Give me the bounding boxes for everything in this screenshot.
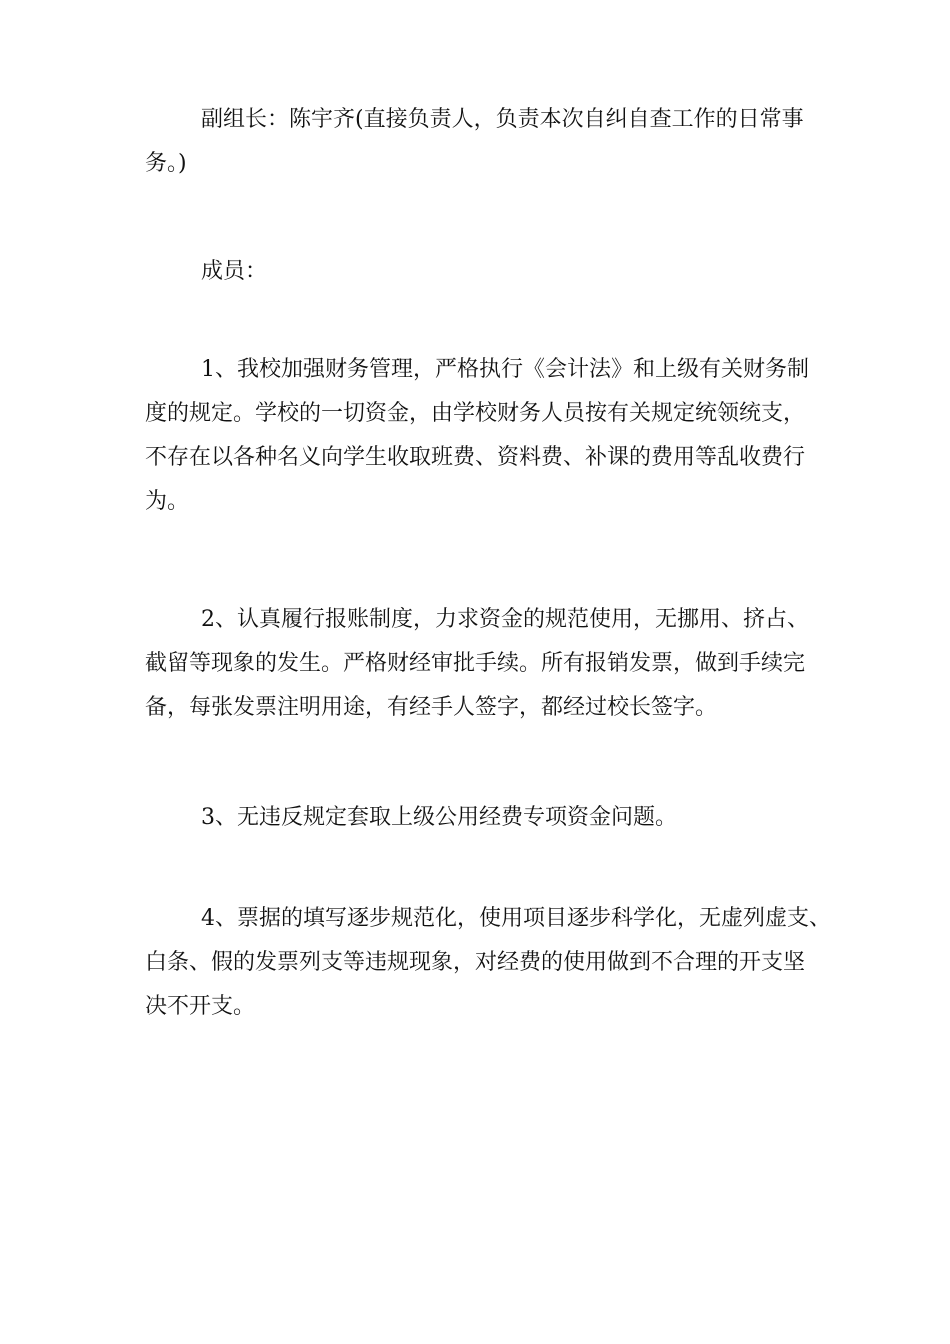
text-line: 度的规定。学校的一切资金，由学校财务人员按有关规定统领统支， <box>145 401 806 426</box>
text-line: 成员： <box>201 259 268 284</box>
paragraph-item-2 <box>145 598 825 730</box>
text-line: 1、我校加强财务管理，严格执行《会计法》和上级有关财务制 <box>201 357 809 382</box>
text-line: 决不开支。 <box>145 994 256 1019</box>
text-line: 白条、假的发票列支等违规现象，对经费的使用做到不合理的开支坚 <box>145 950 806 975</box>
text-line: 为。 <box>145 489 190 514</box>
text-line: 3、无违反规定套取上级公用经费专项资金问题。 <box>201 805 677 830</box>
text-line: 务。) <box>145 151 187 176</box>
text-line: 不存在以各种名义向学生收取班费、资料费、补课的费用等乱收费行 <box>145 445 806 470</box>
text-line: 副组长：陈宇齐(直接负责人，负责本次自纠自查工作的日常事 <box>201 107 804 132</box>
text-line: 备，每张发票注明用途，有经手人签字，都经过校长签字。 <box>145 695 718 720</box>
paragraph-item-3 <box>145 796 825 840</box>
text-line: 截留等现象的发生。严格财经审批手续。所有报销发票，做到手续完 <box>145 651 806 676</box>
paragraph-item-4 <box>145 897 831 1029</box>
paragraph-item-1 <box>145 348 825 524</box>
paragraph-members <box>145 250 825 294</box>
text-line: 4、票据的填写逐步规范化，使用项目逐步科学化，无虚列虚支、 <box>201 906 831 931</box>
paragraph-deputy-leader <box>145 98 825 186</box>
text-line: 2、认真履行报账制度，力求资金的规范使用，无挪用、挤占、 <box>201 607 809 632</box>
